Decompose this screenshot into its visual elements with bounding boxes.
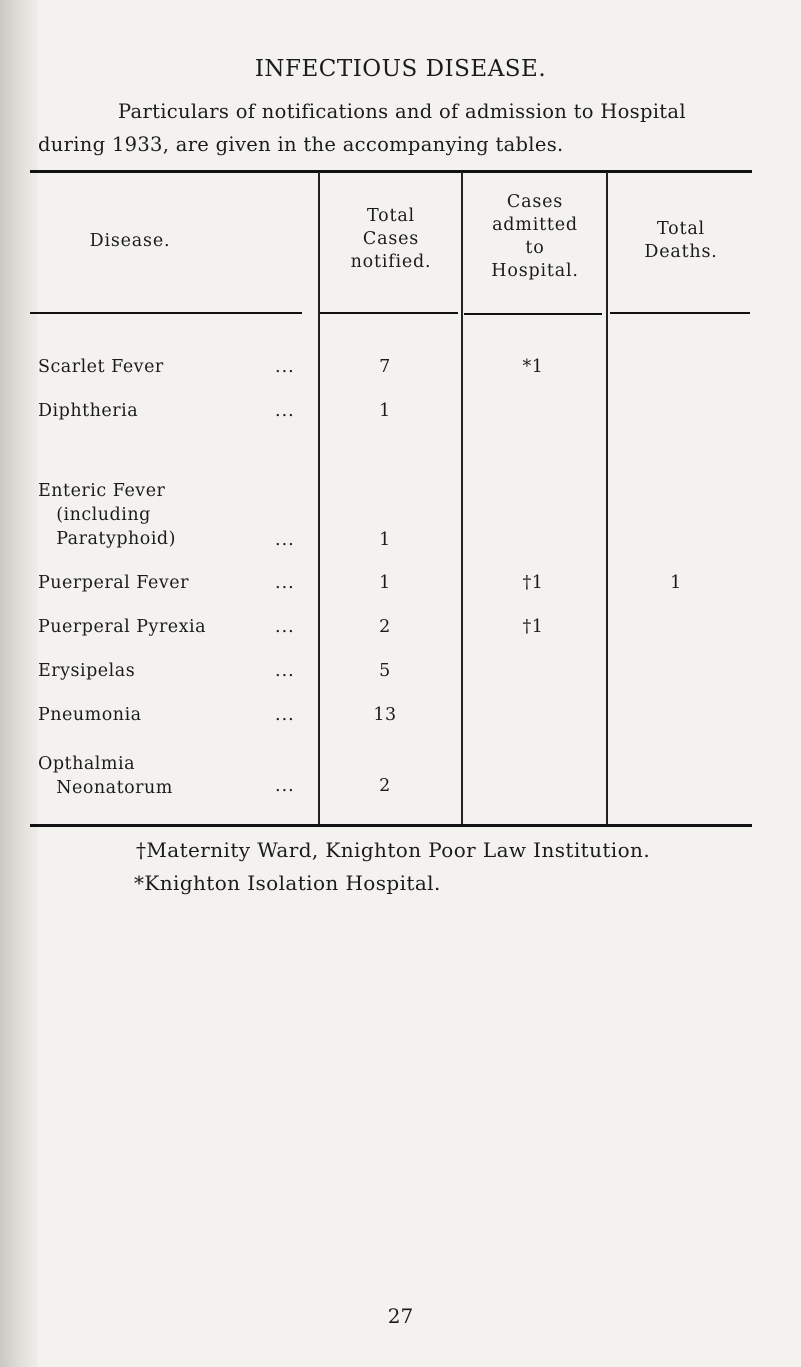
row-label-opthalmia-neonatorum: Opthalmia Neonatorum [38, 754, 173, 798]
row-label-diphtheria: Diphtheria [38, 401, 139, 421]
leader-dots: ... [275, 401, 295, 421]
cell-deaths-puerperal-fever: 1 [670, 573, 682, 593]
page-title: INFECTIOUS DISEASE. [254, 56, 547, 82]
row-label-puerperal-fever: Puerperal Fever [38, 573, 189, 593]
cell-admitted-puerperal-fever: †1 [522, 573, 544, 593]
row-label-pneumonia: Pneumonia [38, 705, 142, 725]
footnote-asterisk: *Knighton Isolation Hospital. [134, 871, 441, 895]
header-disease: Disease. [89, 231, 171, 251]
header-underline-admitted [464, 313, 602, 315]
cell-total-puerperal-pyrexia: 2 [379, 617, 391, 637]
footnote-dagger: †Maternity Ward, Knighton Poor Law Institution. [136, 838, 651, 862]
row-label-erysipelas: Erysipelas [38, 661, 136, 681]
header-underline-total [320, 312, 458, 314]
header-underline-deaths [610, 312, 750, 314]
leader-dots: ... [275, 573, 295, 593]
cell-admitted-scarlet-fever: *1 [522, 357, 544, 377]
leader-dots: ... [275, 357, 295, 377]
row-label-scarlet-fever: Scarlet Fever [38, 357, 164, 377]
row-label-enteric-fever: Enteric Fever (including Paratyphoid) [38, 481, 176, 549]
intro-line-1: Particulars of notifications and of admission to Hospital [118, 100, 686, 123]
page-number: 27 [387, 1304, 414, 1328]
cell-total-pneumonia: 13 [373, 705, 397, 725]
header-cases-admitted: Cases admitted to Hospital. [491, 192, 579, 281]
leader-dots: ... [275, 661, 295, 681]
header-underline-disease [30, 312, 302, 314]
header-total-deaths: Total Deaths. [644, 219, 718, 262]
cell-total-opthalmia-neonatorum: 2 [379, 776, 391, 796]
cell-total-enteric-fever: 1 [379, 530, 391, 550]
leader-dots: ... [275, 705, 295, 725]
cell-total-diphtheria: 1 [379, 401, 391, 421]
cell-total-erysipelas: 5 [379, 661, 391, 681]
column-divider-1 [318, 172, 320, 824]
cell-total-scarlet-fever: 7 [379, 357, 391, 377]
leader-dots: ... [275, 530, 295, 550]
intro-line-2: during 1933, are given in the accompanying tables. [38, 133, 564, 156]
leader-dots: ... [275, 617, 295, 637]
table-top-rule [30, 170, 752, 173]
leader-dots: ... [275, 776, 295, 796]
row-label-puerperal-pyrexia: Puerperal Pyrexia [38, 617, 207, 637]
cell-total-puerperal-fever: 1 [379, 573, 391, 593]
column-divider-2 [461, 172, 463, 824]
header-total-cases: Total Cases notified. [350, 206, 432, 272]
cell-admitted-puerperal-pyrexia: †1 [522, 617, 544, 637]
table-bottom-rule [30, 824, 752, 827]
column-divider-3 [606, 172, 608, 824]
